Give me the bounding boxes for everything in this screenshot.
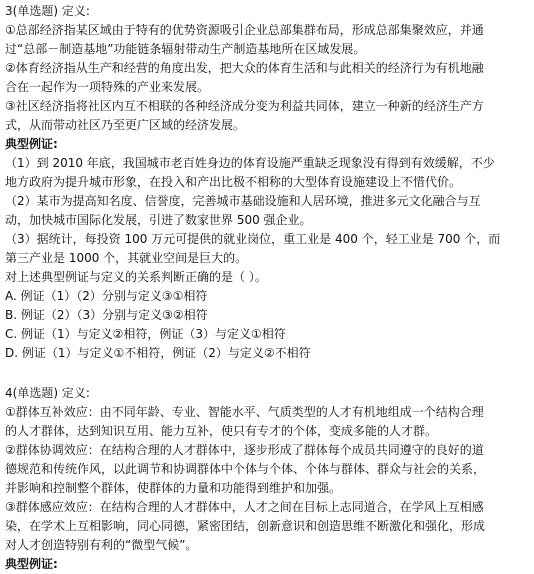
definition-line: ③社区经济指将社区内互不相联的各种经济成分变为利益共同体，建立一种新的经济生产方 <box>5 99 484 113</box>
definition-line: 德规范和传统作风，以此调节和协调群体中个体与个体、个体与群体、群众与社会的关系， <box>5 462 486 476</box>
definition-line: ②体育经济指从生产和经营的角度出发，把大众的体育生活和与此相关的经济行为有机地融 <box>5 61 484 75</box>
definition-line: 染，在学术上互相影响，同心同德，紧密团结，创新意识和创造思维不断激化和强化，形成 <box>5 519 486 533</box>
definition-line: ③群体感应效应：在结构合理的人才群体中，人才之间在目标上志同道合，在学风上互相感 <box>5 500 484 514</box>
examples-label: 典型例证: <box>5 137 58 151</box>
definition-line: 过“总部－制造基地”功能链条辐射带动生产制造基地所在区域发展。 <box>5 42 366 56</box>
question-3 <box>5 2 528 363</box>
example-line: 动，加快城市国际化发展，引进了数家世界 500 强企业。 <box>5 213 312 227</box>
question-3-header: 3(单选题) 定义: <box>5 4 90 18</box>
example-line: （1）到 2010 年底，我国城市老百姓身边的体育设施严重缺乏现象没有得到有效缓解，不少 <box>5 156 495 170</box>
definition-line: 合在一起作为一项特殊的产业来发展。 <box>5 80 210 94</box>
example-line: （3）据统计，每投资 100 万元可提供的就业岗位，重工业是 400 个，轻工业是 700 个，而 <box>5 232 501 246</box>
answer-option-d[interactable]: D. 例证（1）与定义①不相符，例证（2）与定义②不相符 <box>5 346 311 360</box>
answer-option-b[interactable]: B. 例证（2）（3）分别与定义③②相符 <box>5 308 208 322</box>
answer-option-a[interactable]: A. 例证（1）（2）分别与定义③①相符 <box>5 289 208 303</box>
definition-line: 对人才创造特别有利的“微型气候”。 <box>5 538 198 552</box>
examples-label: 典型例证: <box>5 557 58 571</box>
question-prompt: 对上述典型例证与定义的关系判断正确的是（ ）。 <box>5 270 267 284</box>
definition-line: ②群体协调效应：在结构合理的人才群体中，逐步形成了群体每个成员共同遵守的良好的道 <box>5 443 484 457</box>
definition-line: 并影响和控制整个群体，使群体的力量和功能得到维护和加强。 <box>5 481 342 495</box>
definition-line: 式，从而带动社区乃至更广区域的经济发展。 <box>5 118 246 132</box>
definition-line: ①群体互补效应：由不同年龄、专业、智能水平、气质类型的人才有机地组成一个结构合理 <box>5 405 484 419</box>
question-4-header: 4(单选题) 定义: <box>5 386 90 400</box>
definition-line: ①总部经济指某区域由于特有的优势资源吸引企业总部集群布局，形成总部集聚效应，并通 <box>5 23 484 37</box>
example-line: 地方政府为提升城市形象，在投入和产出比极不相称的大型体育设施建设上不惜代价。 <box>5 175 462 189</box>
example-line: （2）某市为提高知名度、信誉度，完善城市基础设施和人居环境，推进多元文化融合与互 <box>5 194 481 208</box>
example-line: 第三产业是 1000 个，其就业空间是巨大的。 <box>5 251 248 265</box>
question-4 <box>5 384 528 574</box>
definition-line: 的人才群体，达到知识互用、能力互补，使只有专才的个体，变成多能的人才群。 <box>5 424 438 438</box>
question-separator <box>5 363 528 384</box>
answer-option-c[interactable]: C. 例证（1）与定义②相符，例证（3）与定义①相符 <box>5 327 286 341</box>
